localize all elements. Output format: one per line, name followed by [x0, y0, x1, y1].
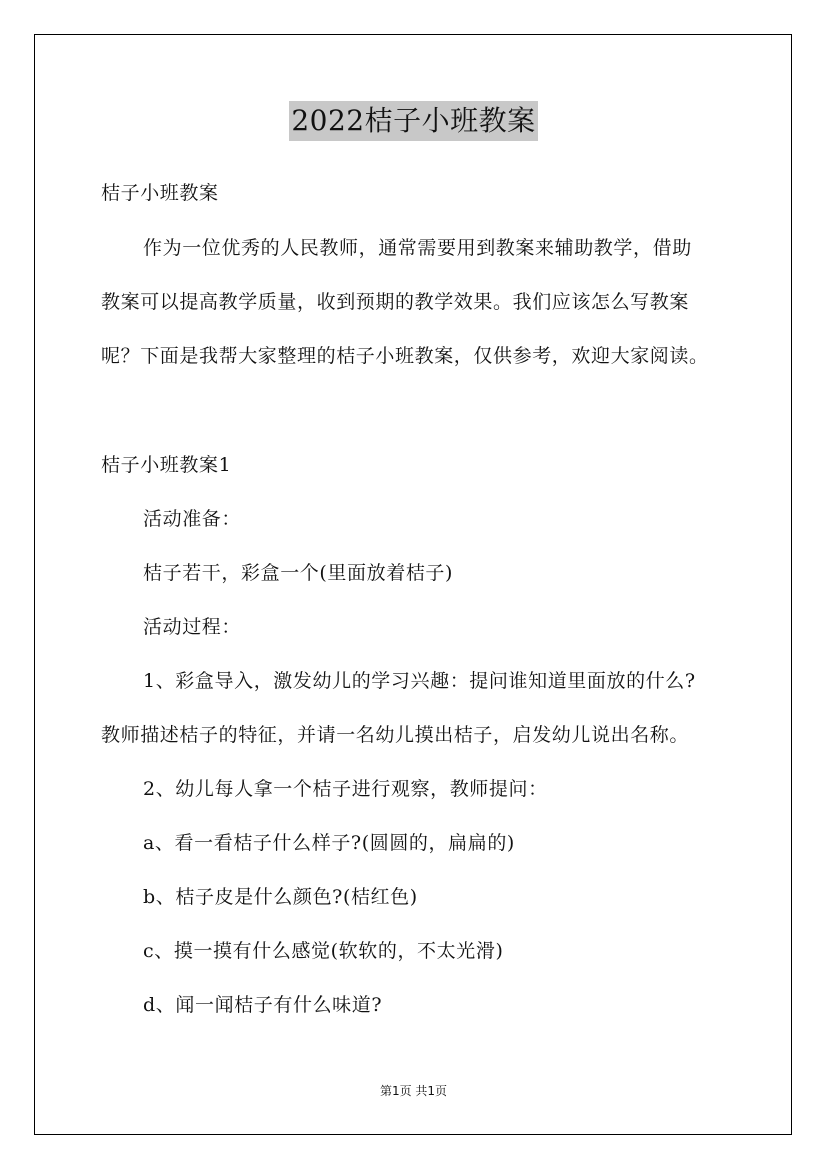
process-label: 活动过程： [143, 616, 242, 638]
step-1-line-1: 1、彩盒导入，激发幼儿的学习兴趣：提问谁知道里面放的什么? [143, 670, 696, 692]
step-2: 2、幼儿每人拿一个桔子进行观察，教师提问： [143, 778, 548, 800]
question-d: d、闻一闻桔子有什么味道? [143, 994, 383, 1016]
intro-line-2: 教案可以提高教学质量，收到预期的教学效果。我们应该怎么写教案 [101, 291, 690, 313]
lesson-heading: 桔子小班教案1 [101, 454, 232, 476]
question-b: b、桔子皮是什么颜色?(桔红色) [143, 886, 418, 908]
prep-label: 活动准备： [143, 508, 242, 530]
intro-line-3: 呢？下面是我帮大家整理的桔子小班教案，仅供参考，欢迎大家阅读。 [101, 345, 709, 367]
section-heading: 桔子小班教案 [101, 182, 219, 204]
page-footer: 第1页 共1页 [379, 1084, 448, 1098]
step-1-line-2: 教师描述桔子的特征，并请一名幼儿摸出桔子，启发幼儿说出名称。 [101, 724, 690, 746]
question-a: a、看一看桔子什么样子?(圆圆的，扁扁的) [143, 832, 515, 854]
document-title: 2022桔子小班教案 [289, 101, 537, 141]
title-container [0, 101, 827, 141]
question-c: c、摸一摸有什么感觉(软软的，不太光滑) [143, 940, 504, 962]
intro-line-1: 作为一位优秀的人民教师，通常需要用到教案来辅助教学，借助 [143, 237, 692, 259]
prep-text: 桔子若干，彩盒一个(里面放着桔子) [143, 562, 454, 584]
